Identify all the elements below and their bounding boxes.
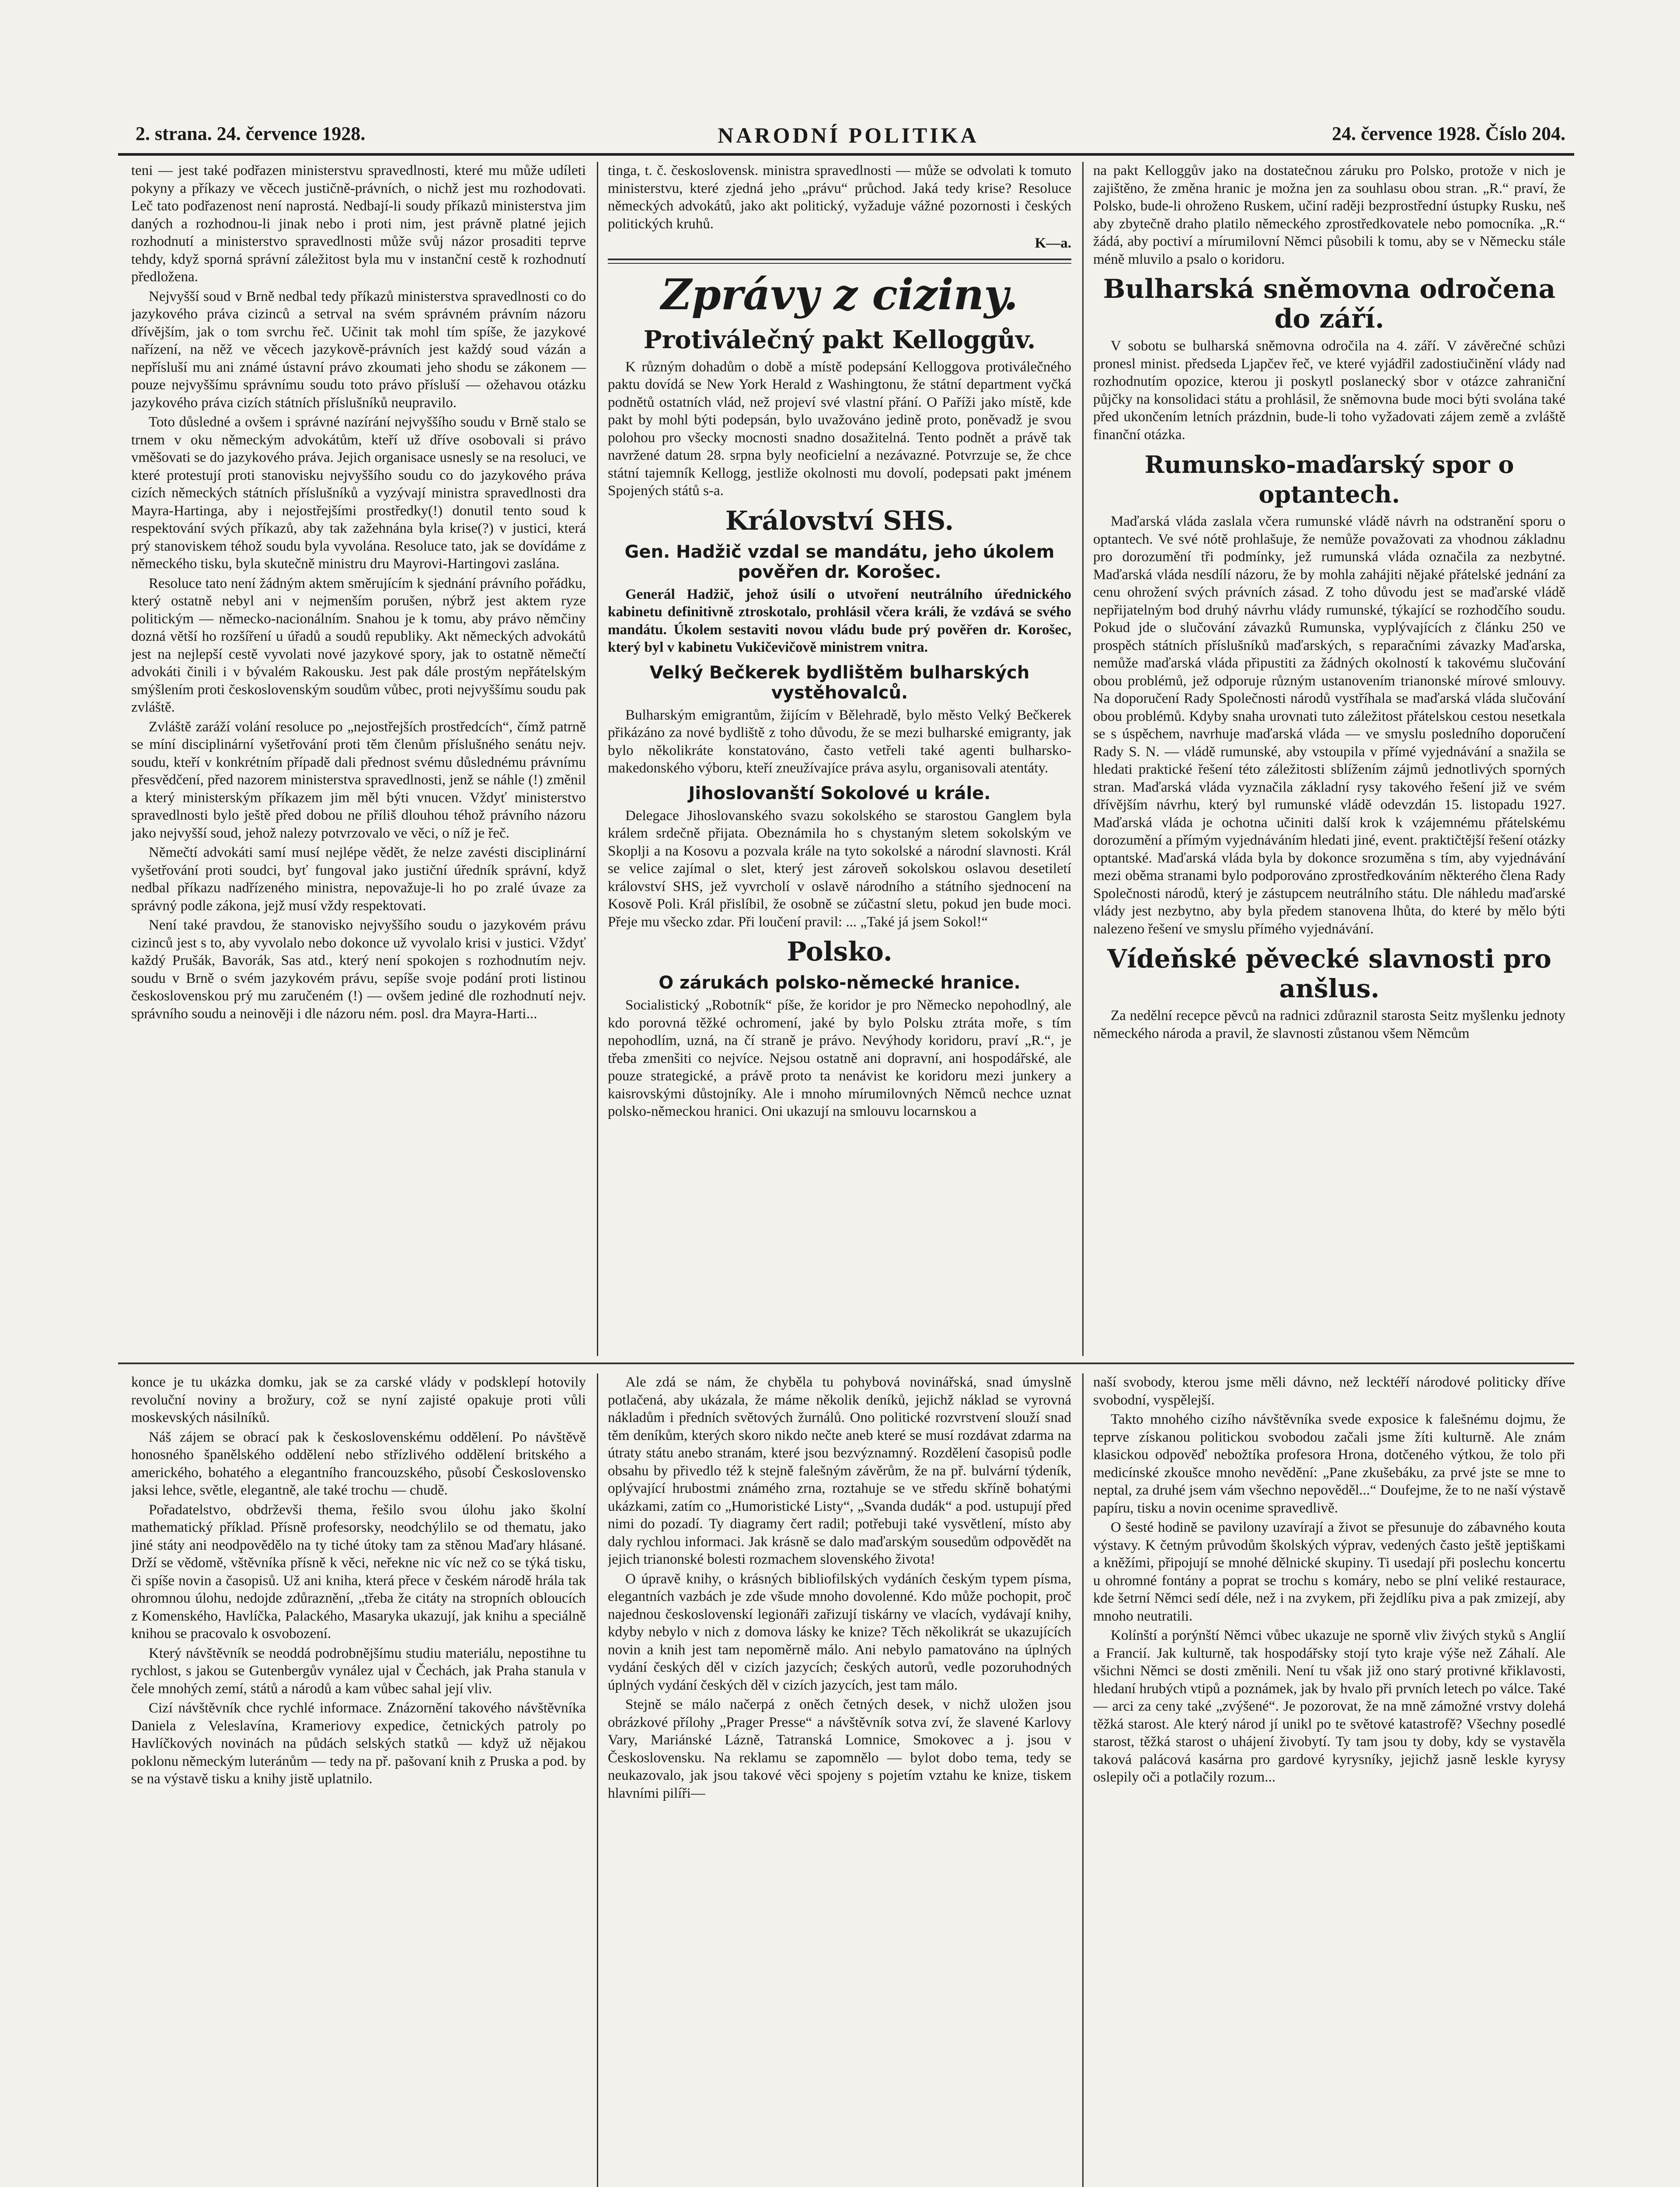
article-paragraph: Kolínští a porýnští Němci vůbec ukazuje ne sporně vliv živých styků s Anglií a Francií. Jak kulturně, tak hospodářsky stojí tyto kraje výše než Záhalí. Ale všichni Němci se dosti změnili. Není tu však již ono starý protivné křiklavosti, hledaní hrubých vtipů a poznámek, jak by hvalo při prvních letech po válce. Také — arci za ceny také „zvýšené“. Je pozorovat, že na mně zámožné vrstvy dolehá těžká starost. Ale který národ jí unikl po te světové katastrofě? Všechny posedlé starost, těžká starost o uhájení živobytí. Ty tam jsou ty doby, kdy se vystavěla taková palácová kasárna pro gardové kyrysníky, jejichž jasně leskle kyrysy oslepily oči a potlačily rozum... [1093,1628,1565,1785]
article-paragraph: Takto mnohého cizího návštěvníka svede exposice k falešnému dojmu, že teprve získanou politickou svobodou začali jsme žíti kulturně. Ale znám klasickou odpověď nebožtíka profesora Hrona, dotčeného výtkou, že tolo při medicínské zkoušce mnoho nevědění: „Pane zkušebáku, za prvé jste se mne to neptal, za druhé jsem vám všechno nepověděl...“ Doufejme, že to ne naší výstavě papíru, tisku a novin ocenime spravedlivě. [1093,1411,1565,1516]
article-paragraph: Nejvyšší soud v Brně nedbal tedy příkazů ministerstva spravedlnosti co do jazykového práva cizinců a setrval na svém správném právním názoru dřívějším, jak o tom svrchu řeč. Učinit tak mohl tím spíše, že jazykové nařízení, na něž ve věcech jazykově-právních jest každý soud vázán a nepřísluší mu ani známé ústavní právo zkoumati jeho shodu se zákonem — pouze nejvyššímu správnímu soudu toto právo přísluší — ožehavou otázku jazykového práva cizích státních příslušníků neupravilo. [131,288,586,411]
section-rule [608,259,1071,264]
masthead [118,114,1574,156]
headline: Vídeňské pěvecké slavnosti pro anšlus. [1107,944,1551,1003]
feuilleton-column-1 [131,1373,586,2187]
article-paragraph: O šesté hodině se pavilony uzavírají a život se přesunuje do zábavného kouta výstavy. K četným průvodům školských výprav, vedených často ještě jeptiškami a kněžími, připojují se mnohé dělnické skupiny. Ti usedají při poslechu koncertu u ohromné fontány a poprat se trochu s komáry, nebo se plní veliké restaurace, kde šetrní Němci sedí déle, než i na zvykem, při žejdlíku piva a pak zmizejí, aby mnoho neutratili. [1093,1520,1565,1624]
article-paragraph: O úpravě knihy, o krásných bibliofilských vydáních českým typem písma, elegantních vazbách je zde všude mnoho dovolenné. Kdo může pochopit, proč najednou československí legionáři zařizují tiskárny ve vlacích, vydávají knihy, kdyby nebylo v nich z domova lásky ke knize? Těch několikrát se ukazujících novin a knih jest tam nepoměrně málo. Ani nebylo pamatováno na úplných vydání českých děl v cizích jazycích; českých autorů, vedle pozoruhodných úplných vydání českých děl v cizích jazycích, jest tam málo. [608,1571,1071,1693]
column-3 [1093,162,1565,1325]
newspaper-title: NARODNÍ POLITIKA [718,123,979,147]
column-divider [597,162,598,1356]
subheadline: O zárukách polsko-německé hranice. [659,973,1021,993]
article-paragraph: Němečtí advokáti samí musí nejlépe vědět, že nelze zavésti disciplinární vyšetřování proti soudci, byť fungoval jako justiční úředník správní, když nedbal příkazu nadřízeného ministra, nepovažuje-li ho po zralé úvaze za správný podle zákona, jejž musí vždy respektovati. [131,845,586,914]
article-paragraph: Toto důsledné a ovšem i správné nazírání nejvyššího soudu v Brně stalo se trnem v oku německým advokátům, kteří už dříve osobovali si právo vměšovati se do jazykového práva. Jejich organisace usnesly se na resoluci, ve které protestují proti stanovisku nejvyššího soudu co do jazykového práva cizích německých státních příslušníků a vyzývají ministra spravedlnosti dra Mayra-Hartinga, aby i nejostřejšími prostředky(!) donutil tento soud k respektování svých příkazů, aby tak zažehnána byla krise(?) v justici, která prý stanoviskem téhož soudu byla vyvolána. Resoluce tato, jak se dovídáme z německého tisku, byla skutečně ministru dru Mayrovi-Hartingovi zaslána. [131,414,586,572]
headline: Jihoslovanští Sokolové u krále. [688,783,991,804]
column-divider [1082,1373,1084,2187]
article-paragraph: tinga, t. č. československ. ministra spravedlnosti — může se odvolati k tomuto ministerstvu, které zjedná jeho „právu“ průchod. Jaká tedy krise? Resoluce německých advokátů, jako akt politický, vyžaduje vážné pozornosti i českých politických kruhů. [608,163,1071,232]
article-paragraph: na pakt Kelloggův jako na dostatečnou záruku pro Polsko, protože v nich je zajištěno, že změna hranic je možna jen za souhlasu obou stran. „R.“ praví, že Polsko, bude-li ohroženo Ruskem, učiní raději bezprostřední ústupky Rusku, neš aby zbytečně draho platilo německého zprostředkovatele nebo pomocníka. „R.“ žádá, aby poctiví a mírumilovní Němci působili k tomu, aby se v Německu stále méně mluvilo a psalo o koridoru. [1093,163,1565,267]
column-2 [608,162,1071,1325]
headline: Polsko. [787,936,892,967]
headline: Rumunsko-maďarský spor o optantech. [1144,451,1514,508]
article-paragraph: Maďarská vláda zaslala včera rumunské vládě návrh na odstranění sporu o optantech. Ve své nótě prohlašuje, že nemůže považovati za vhodnou základnu pro dorozumění tři podmínky, jež rumunská vláda označila za nezbytné. Maďarská vláda nesdílí názoru, že by mohla zahájiti nějaké přátelské jednání za cenu ohrožení svých právních zásad. Z toho důvodu jest se maďarské vládě nepřijatelným bod druhý návrhu vlády rumunské, týkající se rozhodčího soudu. Pokud jde o slučování závazků Rumunska, vyplývajících z článku 250 ve prospěch státních příslušníků maďarských, s reparačními závazky Maďarska, nemůže maďarská vláda připustiti za žádných okolností k takovému slučování obou problémů, jež odporuje různým ustanovením trianonské mírové smlouvy. Na doporučení Rady Společnosti národů vystříhala se maďarská vláda slučování obou problémů. Kdyby snaha urovnati tuto záležitost přátelskou cestou nesetkala se s úspěchem, navrhuje maďarská vláda — ve smyslu posledního doporučení Rady S. N. — vládě rumunské, aby vstoupila v přímé vyjednávání a snažila se hledati praktické řešení této záležitosti sblížením zájmů jednotlivých sporných stran. Maďarská vláda vyznačila základní rysy takového řešení již ve svém dřívějším návrhu, který byl rumunské vládě odevzdán 15. listopadu 1927. Maďarská vláda je ochotna učiniti další krok k vzájemnému přátelskému dorozumění a přímým vyjednáváním hledati jiné, event. praktičtější řešení otázky optantské. Maďarská vláda byla by dokonce srozuměna s tím, aby vyjednávání mezi oběma stranami bylo podporováno zprostředkováním některého člena Rady Společnosti národů, který je zástupcem neutrálního státu. Dle náhledu maďarské vlády jest nezbytno, aby byla předem stanovena lhůta, do které by mělo býti nalezeno řešení ve smyslu přímého vyjednávání. [1093,514,1565,937]
feuilleton-column-3 [1093,1373,1565,2187]
column-1 [131,162,586,1352]
article-paragraph: Delegace Jihoslovanského svazu sokolského se starostou Ganglem byla králem srdečně přijata. Obeznámila ho s chystaným sletem sokolským ve Skoplji a na Kosovu a pozvala krále na tyto sokolské a národní slavnosti. Král se velice zajímal o slet, který jest zároveň sokolskou oslavou desetiletí království SHS, jež vyvrcholí v oslavě národního a státního sjednocení na Kosově Poli. Král přislíbil, že osobně se zúčastní sletu, pokud jen bude moci. Přeje mu všecko zdar. Při loučení pravil: ... „Také já jsem Sokol!“ [608,807,1071,930]
article-paragraph: Za nedělní recepce pěvců na radnici zdůraznil starosta Seitz myšlenku jednoty německého národa a pravil, že slavnosti zůstanou všem Němcům [1093,1008,1565,1041]
article-paragraph: Resoluce tato není žádným aktem směrujícím k sjednání právního pořádku, který ostatně nebyl ani v nejmenším porušen, nýbrž jest aktem ryze politickým — německo-nacionálním. Snahou je k tomu, aby právo němčiny dozná větší ho rozšíření u úřadů a soudů republiky. Akt německých advokátů jest na nejlepší cestě vyvolati nové jazykové spory, jak to ostatně němečtí advokáti činili i v bývalém Rakousku. Jest pak dále prostým nepřátelským smýšlením proti československým soudům vůbec, proti nejvyššímu soudu pak zvláště. [131,575,586,715]
article-paragraph: V sobotu se bulharská sněmovna odročila na 4. září. V závěrečné schůzi pronesl minist. předseda Ljapčev řeč, ve které vyjádřil zadostiučinění vlády nad rozhodnutím opozice, kterou ji poskytl poslanecký sbor v otázce zahraniční půjčky na konsolidaci státu a prohlásil, že sněmovna bude moci býti svolána také před ukončením letních prázdnin, bude-li toho vyžadovati zájem země a zvláště finanční otázka. [1093,338,1565,443]
article-paragraph: konce je tu ukázka domku, jak se za carské vlády v podsklepí hotovily revoluční noviny a brožury, což se nyní zajisté opakuje proti vůli moskevských násilníků. [131,1374,586,1425]
article-paragraph: Socialistický „Robotník“ píše, že koridor je pro Německo nepohodlný, ale kdo porovná těžké ochromení, jaké by bylo Polsku ztráta moře, s tím nepohodlím, uzná, na čí straně je právo. Nevýhody koridoru, praví „R.“, je třeba zmenšiti co nejvíce. Nejsou ostatně ani dopravní, ani hospodářské, ale pouze strategické, a právě proto ta nenávist ke koridoru mezi junkery a kaisrovskými důstojníky. Ale i mnoho mírumilovných Němců nechce uznat polsko-německou hranici. Oni ukazují na smlouvu locarnskou a [608,997,1071,1119]
article-paragraph: Není také pravdou, že stanovisko nejvyššího soudu o jazykovém právu cizinců jest s to, aby vyvolalo nebo dokonce už vyvolalo krisi v justici. Vždyť každý Prušák, Bavorák, Sas atd., který není spokojen s rozhodnutím nejv. soudu v Brně o svém jazykovém právu, sepíše svoje podání proti listinou československou prý mu zaručeném (!) — ovšem jediné dle rozhodnutí nejv. správního soudu a neinověji i dle názoru ném. posl. dra Mayra-Harti... [131,917,586,1022]
feuilleton-rule [118,1363,1574,1364]
page-info-left: 2. strana. 24. července 1928. [136,123,366,144]
article-paragraph: Stejně se málo načerpá z oněch četných desek, v nichž uložen jsou obrázkové přílohy „Prager Presse“ a návštěvník sotva zví, že slavené Karlovy Vary, Mariánské Lázně, Tatranská Lomnice, Smokovec a j. jsou v Československu. Na reklamu se zapomnělo — bylot dobo tema, tedy se neukazovalo, jak jsou takové věci spojeny s pojetím vztahu ke knize, tiskem hlavními pilíři— [608,1697,1071,1801]
section-title: Zprávy z ciziny. [661,269,1018,319]
article-paragraph: Generál Hadžič, jehož úsilí o utvoření neutrálního úřednického kabinetu definitivně ztroskotalo, prohlásil včera králi, že vzdává se svého mandátu. Úkolem sestaviti novou vládu bude prý pověřen dr. Korošec, který byl v kabinetu Vukičevičově ministrem vnitra. [608,586,1071,655]
article-paragraph: Pořadatelstvo, obdrževši thema, řešilo svou úlohu jako školní mathematický příklad. Přísně profesorsky, neodchýlilo se od thematu, jako jiné státy ani neodpovědělo na ty tiché útoky tam za stěnou Maďary hlásané. Drží se vědomě, vštěvníka přísně k věci, neřekne nic víc než co se týká tisku, či spíše novin a časopisů. Už ani kniha, která přece v českém národě hrála tak ohromnou úlohu, nedojde zdůraznění, „třeba že citáty na stropních obloucích z Komenského, Havlíčka, Palackého, Masaryka ukazují, jak knihu a speciálně knihou se pracovalo k osvobození. [131,1502,586,1642]
article-paragraph: Náš zájem se obrací pak k československému oddělení. Po návštěvě honosného španělského oddělení nebo střízlivého oddělení britského a amerického, bohatého a elegantního francouzského, působí Československo jaksi lehce, světle, elegantně, ale také trochu — chudě. [131,1429,586,1498]
article-paragraph: Cizí návštěvník chce rychlé informace. Znázornění takového návštěvníka Daniela z Veleslavína, Krameriovy expedice, četnických patroly po Havlíčkových novinách na půdách selských statků — když už nějakou poklonu německým luteránům — tedy na př. pašovaní knih z Pruska a pod. by se na výstavě tisku a knihy jistě uplatnilo. [131,1700,586,1787]
headline: Protiválečný pakt Kelloggův. [643,325,1036,354]
article-paragraph: K různým dohadům o době a místě podepsání Kelloggova protiválečného paktu dovídá se New York Herald z Washingtonu, že státní department vyčká podnětů ostatních vlád, než projeví své vlastní přání. O Paříži jako místě, kde pakt by mohl býti podepsán, bylo uvažováno jedině proto, poněvadž je svou polohou pro všecky mocnosti snadno dosažitelná. Tento podnět a právě tak navržené datum 28. srpna byly neoficielní a nezávazné. Potvrzuje se, že chce státní tajemník Kellogg, jestliže okolnosti mu dovolí, podepsati pakt jménem Spojených států s-a. [608,359,1071,499]
article-paragraph: naší svobody, kterou jsme měli dávno, než lecktéří národové politicky dříve svobodní, vyspělejší. [1093,1374,1565,1408]
headline: Velký Bečkerek bydlištěm bulharských vystěhovalců. [649,662,1030,703]
feuilleton-column-2 [608,1373,1071,2187]
article-paragraph: Bulharským emigrantům, žijícím v Bělehradě, bylo město Velký Bečkerek přikázáno za nové bydliště z toho důvodu, že se mezi bulharské emigranty, jak bylo několikráte konstatováno, často vetřeli také agenti bulharsko-makedonského výboru, kteří zneužívajíce práva asylu, organisovali atentáty. [608,707,1071,776]
column-divider [1082,162,1084,1356]
headline: Bulharská sněmovna odročena do září. [1103,274,1556,334]
author-signature: K—a. [1035,235,1071,251]
article-paragraph: Ale zdá se nám, že chyběla tu pohybová novinářská, snad úmyslně potlačená, aby ukázala, že máme několik deníků, jejichž náklad se vyrovná nákladům i předních světových žurnálů. Ono politické rozvrstvení slouží snad těm deníkům, kterých skoro nikdo nečte aneb které se musí rozdávat zdarma na útraty státu anebo stranám, které jsou bezvýznamný. Rozdělení časopisů podle obsahu by přivedlo též k stejně falešným závěrům, že na př. bulvární týdeník, oplývající hrubostmi známého zrna, roztahuje se ve středu skříně bohatými ukázkami, zatím co „Humoristické Listy“, „Svanda dudák“ a pod. ustupují před nimi do pozadí. Ty diagramy čert radil; potřebuji také vysvětlení, místo aby daly rychlou informaci. Jak krásně se dalo maďarským sousedům odpovědět na jejich trianonské bolesti rozmachem slovenského života! [608,1374,1071,1567]
column-divider [597,1373,598,2187]
article-paragraph: Zvláště zaráží volání resoluce po „nejostřejších prostředcích“, čímž patrně se míní disciplinární vyšetřování proti těm členům příslušného senátu nejv. soudu, kteří v konkrétním případě dali přednost svému důslednému právnímu přesvědčení, před nazorem ministerstva spravedlnosti, jenž se náhle (!) změnil a který ministerským příkazem jim měl býti vnucen. Vždyť ministerstvo spravedlnosti bylo ještě před dobou ne příliš dlouhou téhož právního názoru jako nejvyšší soud, jehož nalezy potvrzovalo ve věci, o níž je řeč. [131,719,586,841]
article-paragraph: teni — jest také podřazen ministerstvu spravedlnosti, které mu může udíleti pokyny a příkazy ve věcech justičně-právních, o nichž jest mu rozhodovati. Leč tato podřazenost není naprostá. Nedbají-li soudy příkazů ministerstva jim daných a rozhodnou-li jinak nebo i proti nim, jest právně platné jejich rozhodnutí a ministerstvo spravedlnosti může svůj názor prosaditi teprve tehdy, když sporná správní záležitost byla mu v instanční cestě k rozhodnutí předložena. [131,163,586,285]
subheadline: Gen. Hadžič vzdal se mandátu, jeho úkolem pověřen dr. Korošec. [624,542,1055,582]
page-info-right: 24. července 1928. Číslo 204. [1332,123,1565,144]
article-paragraph: Který návštěvník se neoddá podrobnějšímu studiu materiálu, nepostihne tu rychlost, s jakou se Gutenbergův vynález ujal v Čechách, jak Praha stanula v čele mnohých zemí, států a národů a kam vůbec sahal její vliv. [131,1645,586,1697]
newspaper-page [118,114,1574,2187]
headline: Království SHS. [725,505,954,536]
